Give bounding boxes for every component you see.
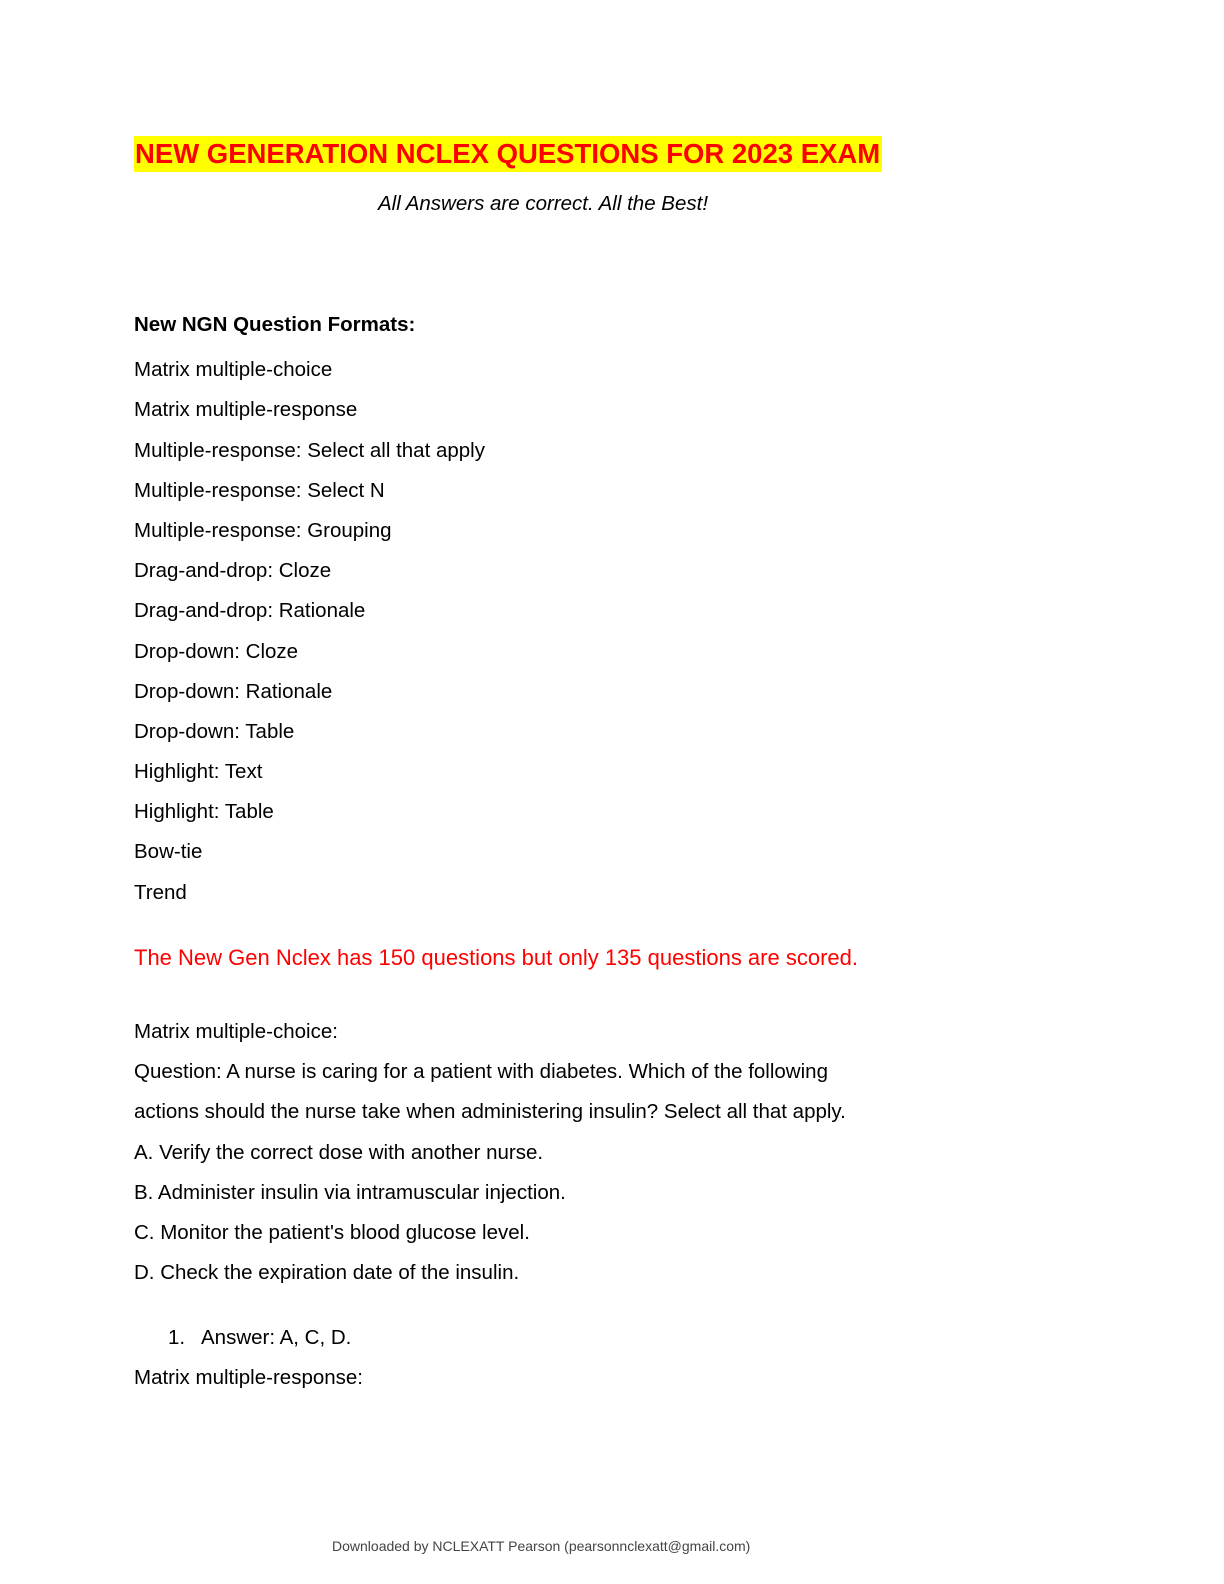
option-d: D. Check the expiration date of the insulin. [134,1261,520,1285]
list-item: Drop-down: Rationale [134,679,333,703]
list-item: Multiple-response: Select N [134,478,385,502]
list-item: Drop-down: Table [134,719,295,743]
document-title: NEW GENERATION NCLEX QUESTIONS FOR 2023 EXAM [134,136,882,172]
list-item: Drag-and-drop: Cloze [134,559,332,583]
answer-text: Answer: A, C, D. [201,1326,352,1349]
download-footer: Downloaded by NCLEXATT Pearson (pearsonnclexatt@gmail.com) [332,1538,751,1554]
list-item: Matrix multiple-response [134,398,358,422]
list-item: Highlight: Text [134,760,263,784]
answer-number: 1. [168,1326,186,1349]
question-text-line-1: Question: A nurse is caring for a patient with diabetes. Which of the following [134,1060,828,1084]
list-item: Drag-and-drop: Rationale [134,599,366,623]
scoring-note: The New Gen Nclex has 150 questions but only 135 questions are scored. [134,945,858,970]
list-item: Drop-down: Cloze [134,639,299,663]
answer-line [168,1322,351,1354]
list-item: Highlight: Table [134,800,274,824]
option-c: C. Monitor the patient's blood glucose level. [134,1220,530,1244]
list-item: Trend [134,880,187,904]
title-block [134,136,882,172]
list-item: Matrix multiple-choice [134,358,333,382]
option-a: A. Verify the correct dose with another nurse. [134,1140,544,1164]
question-text-line-2: actions should the nurse take when administering insulin? Select all that apply. [134,1100,846,1124]
formats-heading: New NGN Question Formats: [134,313,416,336]
formats-list [134,350,485,913]
option-b: B. Administer insulin via intramuscular injection. [134,1180,566,1204]
list-item: Bow-tie [134,840,203,864]
list-item: Multiple-response: Select all that apply [134,438,485,462]
matrix-multiple-choice-section [134,1012,846,1293]
document-subtitle: All Answers are correct. All the Best! [378,192,709,215]
section-heading: Matrix multiple-choice: [134,1020,338,1043]
matrix-multiple-response-heading: Matrix multiple-response: [134,1366,363,1389]
question-formats-section [134,310,485,913]
list-item: Multiple-response: Grouping [134,518,392,542]
